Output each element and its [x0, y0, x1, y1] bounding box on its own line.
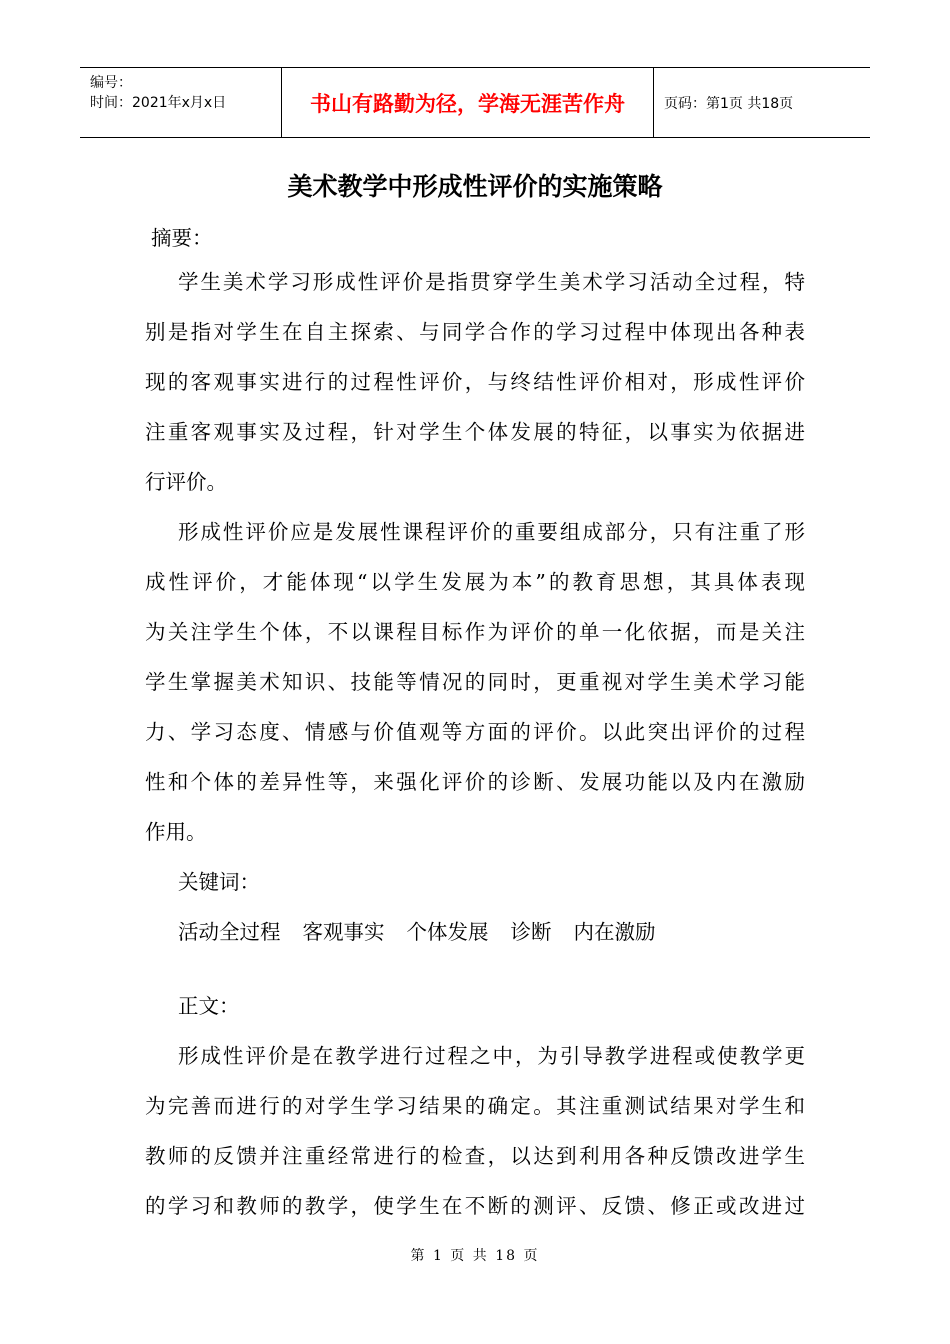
keyword: 诊断 — [510, 920, 552, 944]
header-page-cell — [654, 68, 870, 137]
header-motto-cell — [282, 68, 654, 137]
para-line: 的学习和教师的教学，使学生在不断的测评、反馈、修正或改进过 — [145, 1194, 805, 1218]
header-table — [80, 67, 870, 138]
document-title: 美术教学中形成性评价的实施策略 — [287, 172, 663, 201]
para-line: 行评价。 — [145, 470, 227, 494]
para-line: 为关注学生个体，不以课程目标作为评价的单一化依据，而是关注 — [145, 620, 805, 644]
motto-text: 书山有路勤为径，学海无涯苦作舟 — [310, 91, 625, 116]
keyword: 个体发展 — [406, 920, 489, 944]
para-line: 成性评价，才能体现“以学生发展为本”的教育思想，其具体表现 — [145, 570, 805, 594]
para-line: 注重客观事实及过程，针对学生个体发展的特征，以事实为依据进 — [145, 420, 805, 444]
keyword: 客观事实 — [302, 920, 385, 944]
keywords-label: 关键词： — [178, 870, 260, 894]
para-line: 形成性评价是在教学进行过程之中，为引导教学进程或使教学更 — [178, 1044, 805, 1068]
para-line: 作用。 — [145, 820, 207, 844]
header-meta-cell — [80, 68, 282, 137]
section-spacer — [145, 957, 805, 981]
para-line: 形成性评价应是发展性课程评价的重要组成部分，只有注重了形 — [178, 520, 805, 544]
keyword: 内在激励 — [573, 920, 656, 944]
para-line: 别是指对学生在自主探索、与同学合作的学习过程中体现出各种表 — [145, 320, 805, 344]
para-line: 为完善而进行的对学生学习结果的确定。其注重测试结果对学生和 — [145, 1094, 805, 1118]
keywords-list — [145, 907, 805, 957]
para-line: 学生掌握美术知识、技能等情况的同时，更重视对学生美术学习能 — [145, 670, 805, 694]
para-line: 力、学习态度、情感与价值观等方面的评价。以此突出评价的过程 — [145, 720, 805, 744]
para-line: 性和个体的差异性等，来强化评价的诊断、发展功能以及内在激励 — [145, 770, 805, 794]
doc-time: 时间：2021年x月x日 — [90, 95, 227, 111]
para-line: 教师的反馈并注重经常进行的检查，以达到利用各种反馈改进学生 — [145, 1144, 805, 1168]
abstract-label: 摘要： — [151, 226, 213, 250]
page-info: 页码：第1页 共18页 — [664, 95, 794, 112]
para-line: 学生美术学习形成性评价是指贯穿学生美术学习活动全过程，特 — [178, 270, 805, 294]
keyword: 活动全过程 — [178, 920, 281, 944]
doc-code-label: 编号： — [90, 75, 132, 91]
abstract-paragraph-2 — [145, 507, 805, 857]
abstract-paragraph-1 — [145, 257, 805, 507]
page-footer: 第 1 页 共 18 页 — [410, 1248, 540, 1264]
body-paragraph-1 — [145, 1031, 805, 1231]
para-line: 现的客观事实进行的过程性评价，与终结性评价相对，形成性评价 — [145, 370, 805, 394]
body-label: 正文： — [178, 994, 240, 1018]
document-body — [145, 219, 805, 1231]
